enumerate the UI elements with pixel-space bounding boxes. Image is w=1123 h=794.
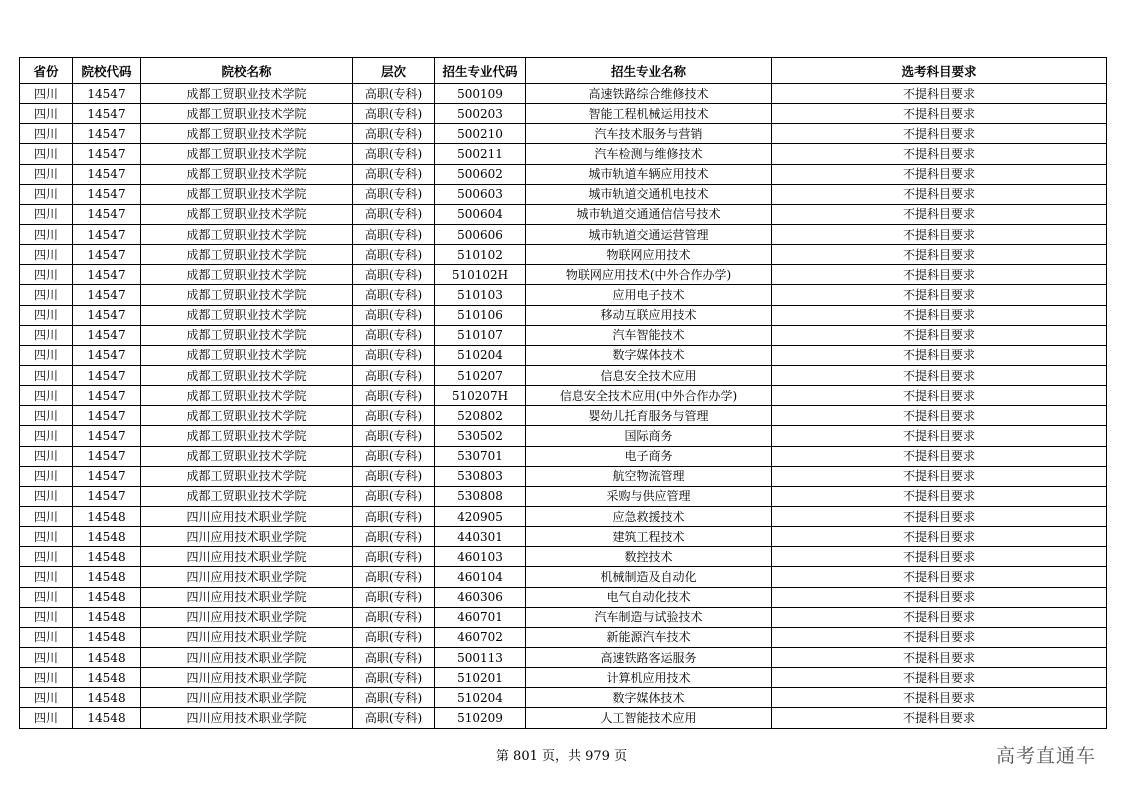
province-cell: 四川 xyxy=(20,285,73,305)
province-cell: 四川 xyxy=(20,587,73,607)
subject-requirement-cell: 不提科目要求 xyxy=(772,567,1107,587)
level-cell: 高职(专科) xyxy=(353,124,435,144)
school-code-cell: 14547 xyxy=(73,84,141,104)
province-cell: 四川 xyxy=(20,164,73,184)
school-code-cell: 14547 xyxy=(73,164,141,184)
school-name-cell: 成都工贸职业技术学院 xyxy=(141,104,353,124)
watermark-logo: 高考直通车 xyxy=(995,745,1096,767)
province-cell: 四川 xyxy=(20,668,73,688)
school-code-cell: 14547 xyxy=(73,265,141,285)
school-code-cell: 14548 xyxy=(73,668,141,688)
province-cell: 四川 xyxy=(20,365,73,385)
major-code-cell: 500203 xyxy=(435,104,526,124)
major-name-cell: 高速铁路综合维修技术 xyxy=(526,84,772,104)
school-code-cell: 14547 xyxy=(73,325,141,345)
province-cell: 四川 xyxy=(20,486,73,506)
school-name-cell: 成都工贸职业技术学院 xyxy=(141,446,353,466)
school-name-cell: 成都工贸职业技术学院 xyxy=(141,144,353,164)
school-code-cell: 14547 xyxy=(73,305,141,325)
school-name-cell: 四川应用技术职业学院 xyxy=(141,607,353,627)
table-row xyxy=(20,426,1107,446)
school-name-cell: 成都工贸职业技术学院 xyxy=(141,124,353,144)
major-name-cell: 机械制造及自动化 xyxy=(526,567,772,587)
school-code-cell: 14547 xyxy=(73,345,141,365)
province-cell: 四川 xyxy=(20,305,73,325)
level-cell: 高职(专科) xyxy=(353,345,435,365)
subject-requirement-cell: 不提科目要求 xyxy=(772,486,1107,506)
major-name-cell: 数字媒体技术 xyxy=(526,345,772,365)
major-name-cell: 航空物流管理 xyxy=(526,466,772,486)
table-row xyxy=(20,164,1107,184)
school-name-cell: 四川应用技术职业学院 xyxy=(141,708,353,728)
major-code-cell: 460103 xyxy=(435,547,526,567)
major-code-cell: 500602 xyxy=(435,164,526,184)
major-name-cell: 新能源汽车技术 xyxy=(526,627,772,647)
column-header: 选考科目要求 xyxy=(772,58,1107,84)
level-cell: 高职(专科) xyxy=(353,365,435,385)
province-cell: 四川 xyxy=(20,84,73,104)
school-name-cell: 四川应用技术职业学院 xyxy=(141,547,353,567)
column-header: 层次 xyxy=(353,58,435,84)
table-row xyxy=(20,406,1107,426)
major-code-cell: 510103 xyxy=(435,285,526,305)
school-name-cell: 四川应用技术职业学院 xyxy=(141,688,353,708)
school-name-cell: 成都工贸职业技术学院 xyxy=(141,466,353,486)
table-row xyxy=(20,386,1107,406)
level-cell: 高职(专科) xyxy=(353,426,435,446)
school-name-cell: 成都工贸职业技术学院 xyxy=(141,84,353,104)
province-cell: 四川 xyxy=(20,708,73,728)
school-code-cell: 14548 xyxy=(73,567,141,587)
level-cell: 高职(专科) xyxy=(353,305,435,325)
major-code-cell: 510207 xyxy=(435,365,526,385)
school-name-cell: 成都工贸职业技术学院 xyxy=(141,486,353,506)
major-code-cell: 440301 xyxy=(435,527,526,547)
level-cell: 高职(专科) xyxy=(353,184,435,204)
level-cell: 高职(专科) xyxy=(353,506,435,526)
column-header: 院校代码 xyxy=(73,58,141,84)
province-cell: 四川 xyxy=(20,688,73,708)
subject-requirement-cell: 不提科目要求 xyxy=(772,466,1107,486)
school-name-cell: 成都工贸职业技术学院 xyxy=(141,345,353,365)
subject-requirement-cell: 不提科目要求 xyxy=(772,144,1107,164)
major-name-cell: 应急救援技术 xyxy=(526,506,772,526)
school-name-cell: 四川应用技术职业学院 xyxy=(141,527,353,547)
subject-requirement-cell: 不提科目要求 xyxy=(772,104,1107,124)
level-cell: 高职(专科) xyxy=(353,84,435,104)
level-cell: 高职(专科) xyxy=(353,386,435,406)
major-code-cell: 500210 xyxy=(435,124,526,144)
subject-requirement-cell: 不提科目要求 xyxy=(772,527,1107,547)
school-name-cell: 成都工贸职业技术学院 xyxy=(141,365,353,385)
school-code-cell: 14547 xyxy=(73,466,141,486)
major-code-cell: 460701 xyxy=(435,607,526,627)
province-cell: 四川 xyxy=(20,245,73,265)
table-row xyxy=(20,668,1107,688)
table-header-row xyxy=(20,58,1107,84)
major-name-cell: 信息安全技术应用 xyxy=(526,365,772,385)
subject-requirement-cell: 不提科目要求 xyxy=(772,325,1107,345)
subject-requirement-cell: 不提科目要求 xyxy=(772,406,1107,426)
level-cell: 高职(专科) xyxy=(353,647,435,667)
school-code-cell: 14548 xyxy=(73,587,141,607)
table-row xyxy=(20,607,1107,627)
province-cell: 四川 xyxy=(20,627,73,647)
school-code-cell: 14548 xyxy=(73,647,141,667)
table-row xyxy=(20,527,1107,547)
table-row xyxy=(20,688,1107,708)
school-code-cell: 14547 xyxy=(73,486,141,506)
subject-requirement-cell: 不提科目要求 xyxy=(772,285,1107,305)
major-name-cell: 数控技术 xyxy=(526,547,772,567)
province-cell: 四川 xyxy=(20,607,73,627)
school-name-cell: 成都工贸职业技术学院 xyxy=(141,406,353,426)
table-row xyxy=(20,567,1107,587)
major-name-cell: 汽车检测与维修技术 xyxy=(526,144,772,164)
province-cell: 四川 xyxy=(20,506,73,526)
table-row xyxy=(20,224,1107,244)
school-code-cell: 14548 xyxy=(73,607,141,627)
table-row xyxy=(20,627,1107,647)
level-cell: 高职(专科) xyxy=(353,708,435,728)
school-code-cell: 14548 xyxy=(73,627,141,647)
table-row xyxy=(20,305,1107,325)
major-code-cell: 510102H xyxy=(435,265,526,285)
subject-requirement-cell: 不提科目要求 xyxy=(772,708,1107,728)
major-name-cell: 汽车制造与试验技术 xyxy=(526,607,772,627)
major-name-cell: 智能工程机械运用技术 xyxy=(526,104,772,124)
major-name-cell: 数字媒体技术 xyxy=(526,688,772,708)
table-row xyxy=(20,365,1107,385)
school-code-cell: 14547 xyxy=(73,144,141,164)
level-cell: 高职(专科) xyxy=(353,607,435,627)
school-name-cell: 四川应用技术职业学院 xyxy=(141,627,353,647)
level-cell: 高职(专科) xyxy=(353,164,435,184)
major-code-cell: 530803 xyxy=(435,466,526,486)
major-name-cell: 物联网应用技术(中外合作办学) xyxy=(526,265,772,285)
school-code-cell: 14547 xyxy=(73,285,141,305)
subject-requirement-cell: 不提科目要求 xyxy=(772,426,1107,446)
school-name-cell: 成都工贸职业技术学院 xyxy=(141,164,353,184)
table-row xyxy=(20,265,1107,285)
subject-requirement-cell: 不提科目要求 xyxy=(772,204,1107,224)
province-cell: 四川 xyxy=(20,204,73,224)
major-code-cell: 530808 xyxy=(435,486,526,506)
province-cell: 四川 xyxy=(20,527,73,547)
column-header: 院校名称 xyxy=(141,58,353,84)
province-cell: 四川 xyxy=(20,144,73,164)
subject-requirement-cell: 不提科目要求 xyxy=(772,607,1107,627)
level-cell: 高职(专科) xyxy=(353,527,435,547)
school-name-cell: 四川应用技术职业学院 xyxy=(141,587,353,607)
major-code-cell: 510102 xyxy=(435,245,526,265)
subject-requirement-cell: 不提科目要求 xyxy=(772,587,1107,607)
province-cell: 四川 xyxy=(20,124,73,144)
subject-requirement-cell: 不提科目要求 xyxy=(772,627,1107,647)
subject-requirement-cell: 不提科目要求 xyxy=(772,164,1107,184)
province-cell: 四川 xyxy=(20,184,73,204)
major-code-cell: 500603 xyxy=(435,184,526,204)
level-cell: 高职(专科) xyxy=(353,285,435,305)
school-name-cell: 成都工贸职业技术学院 xyxy=(141,426,353,446)
table-row xyxy=(20,204,1107,224)
school-name-cell: 四川应用技术职业学院 xyxy=(141,647,353,667)
subject-requirement-cell: 不提科目要求 xyxy=(772,647,1107,667)
school-code-cell: 14547 xyxy=(73,204,141,224)
major-code-cell: 510106 xyxy=(435,305,526,325)
school-name-cell: 四川应用技术职业学院 xyxy=(141,506,353,526)
subject-requirement-cell: 不提科目要求 xyxy=(772,386,1107,406)
subject-requirement-cell: 不提科目要求 xyxy=(772,668,1107,688)
school-code-cell: 14547 xyxy=(73,124,141,144)
level-cell: 高职(专科) xyxy=(353,587,435,607)
level-cell: 高职(专科) xyxy=(353,104,435,124)
subject-requirement-cell: 不提科目要求 xyxy=(772,184,1107,204)
table-row xyxy=(20,144,1107,164)
school-name-cell: 成都工贸职业技术学院 xyxy=(141,386,353,406)
major-code-cell: 510207H xyxy=(435,386,526,406)
subject-requirement-cell: 不提科目要求 xyxy=(772,265,1107,285)
table-row xyxy=(20,84,1107,104)
major-code-cell: 500604 xyxy=(435,204,526,224)
major-name-cell: 计算机应用技术 xyxy=(526,668,772,688)
major-name-cell: 应用电子技术 xyxy=(526,285,772,305)
province-cell: 四川 xyxy=(20,567,73,587)
school-name-cell: 成都工贸职业技术学院 xyxy=(141,305,353,325)
province-cell: 四川 xyxy=(20,386,73,406)
admissions-table xyxy=(19,57,1107,729)
school-name-cell: 成都工贸职业技术学院 xyxy=(141,265,353,285)
table-row xyxy=(20,547,1107,567)
province-cell: 四川 xyxy=(20,466,73,486)
column-header: 招生专业代码 xyxy=(435,58,526,84)
subject-requirement-cell: 不提科目要求 xyxy=(772,245,1107,265)
province-cell: 四川 xyxy=(20,406,73,426)
province-cell: 四川 xyxy=(20,325,73,345)
level-cell: 高职(专科) xyxy=(353,224,435,244)
province-cell: 四川 xyxy=(20,647,73,667)
table-row xyxy=(20,124,1107,144)
major-name-cell: 人工智能技术应用 xyxy=(526,708,772,728)
school-code-cell: 14547 xyxy=(73,245,141,265)
province-cell: 四川 xyxy=(20,446,73,466)
province-cell: 四川 xyxy=(20,547,73,567)
school-name-cell: 成都工贸职业技术学院 xyxy=(141,184,353,204)
school-code-cell: 14548 xyxy=(73,708,141,728)
column-header: 省份 xyxy=(20,58,73,84)
major-code-cell: 460306 xyxy=(435,587,526,607)
level-cell: 高职(专科) xyxy=(353,265,435,285)
table-row xyxy=(20,104,1107,124)
level-cell: 高职(专科) xyxy=(353,406,435,426)
major-code-cell: 510204 xyxy=(435,345,526,365)
level-cell: 高职(专科) xyxy=(353,204,435,224)
table-body xyxy=(20,84,1107,729)
school-code-cell: 14547 xyxy=(73,386,141,406)
major-code-cell: 500109 xyxy=(435,84,526,104)
subject-requirement-cell: 不提科目要求 xyxy=(772,365,1107,385)
major-name-cell: 汽车技术服务与营销 xyxy=(526,124,772,144)
major-name-cell: 采购与供应管理 xyxy=(526,486,772,506)
school-code-cell: 14548 xyxy=(73,688,141,708)
school-code-cell: 14548 xyxy=(73,547,141,567)
school-code-cell: 14547 xyxy=(73,446,141,466)
major-code-cell: 500606 xyxy=(435,224,526,244)
major-name-cell: 城市轨道交通通信信号技术 xyxy=(526,204,772,224)
subject-requirement-cell: 不提科目要求 xyxy=(772,124,1107,144)
major-name-cell: 电气自动化技术 xyxy=(526,587,772,607)
major-name-cell: 汽车智能技术 xyxy=(526,325,772,345)
major-name-cell: 婴幼儿托育服务与管理 xyxy=(526,406,772,426)
school-code-cell: 14547 xyxy=(73,365,141,385)
major-name-cell: 移动互联应用技术 xyxy=(526,305,772,325)
level-cell: 高职(专科) xyxy=(353,486,435,506)
level-cell: 高职(专科) xyxy=(353,446,435,466)
school-name-cell: 四川应用技术职业学院 xyxy=(141,668,353,688)
subject-requirement-cell: 不提科目要求 xyxy=(772,506,1107,526)
major-name-cell: 国际商务 xyxy=(526,426,772,446)
school-name-cell: 成都工贸职业技术学院 xyxy=(141,325,353,345)
major-name-cell: 建筑工程技术 xyxy=(526,527,772,547)
table-row xyxy=(20,446,1107,466)
level-cell: 高职(专科) xyxy=(353,688,435,708)
school-name-cell: 成都工贸职业技术学院 xyxy=(141,204,353,224)
school-code-cell: 14547 xyxy=(73,426,141,446)
school-code-cell: 14547 xyxy=(73,224,141,244)
table-row xyxy=(20,486,1107,506)
school-code-cell: 14548 xyxy=(73,527,141,547)
major-name-cell: 物联网应用技术 xyxy=(526,245,772,265)
level-cell: 高职(专科) xyxy=(353,668,435,688)
page-number: 第 801 页，共 979 页 xyxy=(495,749,628,764)
major-code-cell: 510209 xyxy=(435,708,526,728)
major-code-cell: 510204 xyxy=(435,688,526,708)
major-name-cell: 城市轨道交通机电技术 xyxy=(526,184,772,204)
level-cell: 高职(专科) xyxy=(353,144,435,164)
school-name-cell: 成都工贸职业技术学院 xyxy=(141,224,353,244)
subject-requirement-cell: 不提科目要求 xyxy=(772,688,1107,708)
province-cell: 四川 xyxy=(20,426,73,446)
level-cell: 高职(专科) xyxy=(353,567,435,587)
school-code-cell: 14547 xyxy=(73,406,141,426)
table-row xyxy=(20,285,1107,305)
province-cell: 四川 xyxy=(20,265,73,285)
school-code-cell: 14547 xyxy=(73,104,141,124)
table-row xyxy=(20,506,1107,526)
level-cell: 高职(专科) xyxy=(353,466,435,486)
major-code-cell: 500113 xyxy=(435,647,526,667)
subject-requirement-cell: 不提科目要求 xyxy=(772,84,1107,104)
major-code-cell: 530502 xyxy=(435,426,526,446)
table-row xyxy=(20,345,1107,365)
major-name-cell: 电子商务 xyxy=(526,446,772,466)
table-row xyxy=(20,708,1107,728)
level-cell: 高职(专科) xyxy=(353,245,435,265)
major-code-cell: 460104 xyxy=(435,567,526,587)
school-name-cell: 四川应用技术职业学院 xyxy=(141,567,353,587)
school-code-cell: 14548 xyxy=(73,506,141,526)
major-code-cell: 530701 xyxy=(435,446,526,466)
level-cell: 高职(专科) xyxy=(353,627,435,647)
major-code-cell: 520802 xyxy=(435,406,526,426)
table-row xyxy=(20,184,1107,204)
major-code-cell: 500211 xyxy=(435,144,526,164)
subject-requirement-cell: 不提科目要求 xyxy=(772,224,1107,244)
subject-requirement-cell: 不提科目要求 xyxy=(772,446,1107,466)
table-row xyxy=(20,325,1107,345)
school-name-cell: 成都工贸职业技术学院 xyxy=(141,285,353,305)
province-cell: 四川 xyxy=(20,224,73,244)
table-row xyxy=(20,466,1107,486)
province-cell: 四川 xyxy=(20,345,73,365)
major-code-cell: 510107 xyxy=(435,325,526,345)
major-code-cell: 420905 xyxy=(435,506,526,526)
school-code-cell: 14547 xyxy=(73,184,141,204)
major-name-cell: 城市轨道交通运营管理 xyxy=(526,224,772,244)
major-name-cell: 高速铁路客运服务 xyxy=(526,647,772,667)
level-cell: 高职(专科) xyxy=(353,547,435,567)
major-code-cell: 510201 xyxy=(435,668,526,688)
major-name-cell: 信息安全技术应用(中外合作办学) xyxy=(526,386,772,406)
table-row xyxy=(20,587,1107,607)
province-cell: 四川 xyxy=(20,104,73,124)
subject-requirement-cell: 不提科目要求 xyxy=(772,345,1107,365)
column-header: 招生专业名称 xyxy=(526,58,772,84)
level-cell: 高职(专科) xyxy=(353,325,435,345)
table-row xyxy=(20,647,1107,667)
major-name-cell: 城市轨道车辆应用技术 xyxy=(526,164,772,184)
school-name-cell: 成都工贸职业技术学院 xyxy=(141,245,353,265)
subject-requirement-cell: 不提科目要求 xyxy=(772,305,1107,325)
major-code-cell: 460702 xyxy=(435,627,526,647)
subject-requirement-cell: 不提科目要求 xyxy=(772,547,1107,567)
table-row xyxy=(20,245,1107,265)
